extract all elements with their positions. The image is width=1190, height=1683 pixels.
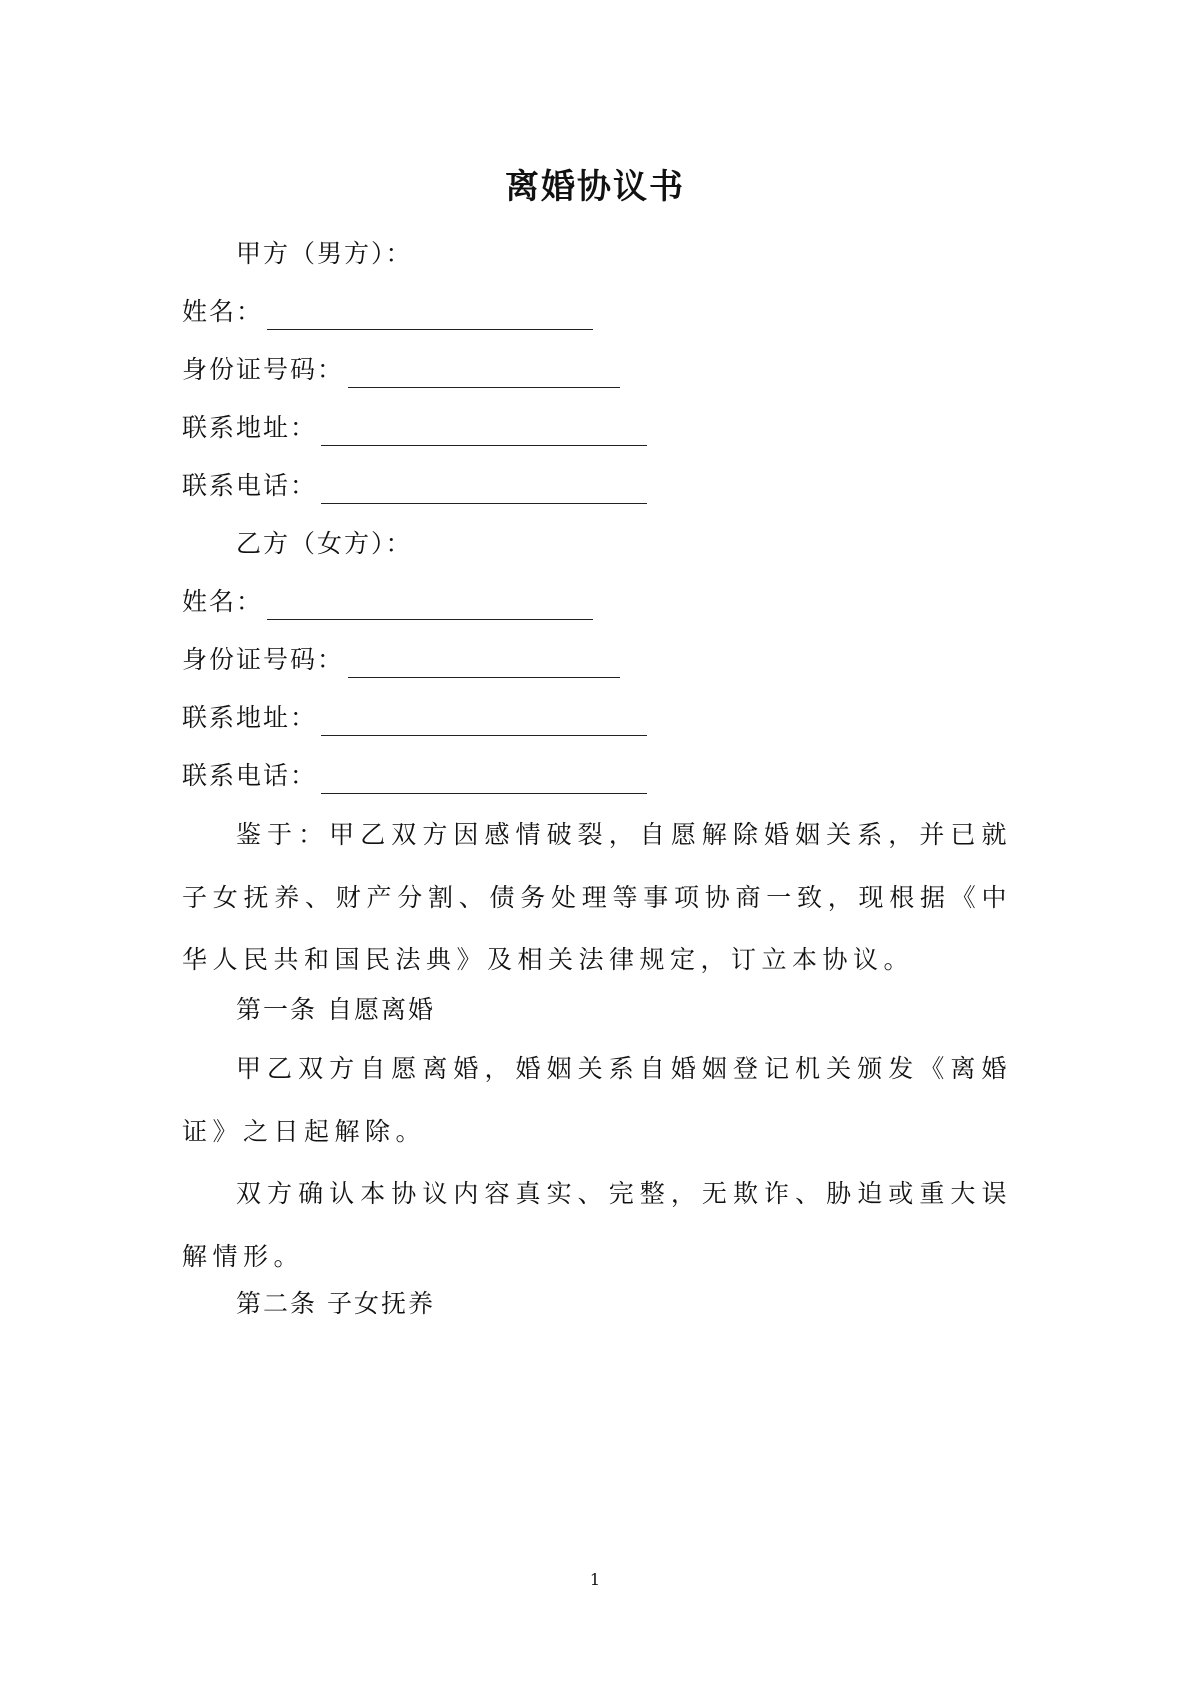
party-a-heading: 甲方（男方）： <box>236 239 413 268</box>
party-a-phone-field <box>182 468 647 504</box>
party-b-phone-label: 联系电话： <box>182 761 318 790</box>
party-b-address-blank <box>321 711 647 736</box>
party-b-id-blank <box>348 653 620 678</box>
party-a-name-label: 姓名： <box>182 297 264 326</box>
party-a-name-blank <box>267 305 593 330</box>
party-b-phone-field <box>182 758 647 794</box>
party-a-phone-blank <box>321 479 647 504</box>
page-number: 1 <box>589 1570 601 1589</box>
party-a-name-field <box>182 294 593 330</box>
party-b-name-label: 姓名： <box>182 587 264 616</box>
article-1-paragraph-1: 甲乙双方自愿离婚，婚姻关系自婚姻登记机关颁发《离婚证》之日起解除。 <box>182 1054 1012 1146</box>
article-1-heading: 第一条 自愿离婚 <box>236 995 435 1024</box>
party-b-phone-blank <box>321 769 647 794</box>
party-a-phone-label: 联系电话： <box>182 471 318 500</box>
party-a-address-field <box>182 410 647 446</box>
party-b-address-label: 联系地址： <box>182 703 318 732</box>
party-b-address-field <box>182 700 647 736</box>
party-b-heading: 乙方（女方）： <box>236 529 413 558</box>
party-a-address-blank <box>321 421 647 446</box>
article-2-heading: 第二条 子女抚养 <box>236 1289 435 1318</box>
party-b-name-field <box>182 584 593 620</box>
party-a-id-blank <box>348 363 620 388</box>
party-a-id-label: 身份证号码： <box>182 355 345 384</box>
party-b-id-field <box>182 642 620 678</box>
article-1-paragraph-2: 双方确认本协议内容真实、完整，无欺诈、胁迫或重大误解情形。 <box>182 1179 1012 1271</box>
party-a-address-label: 联系地址： <box>182 413 318 442</box>
preamble-paragraph: 鉴于：甲乙双方因感情破裂，自愿解除婚姻关系，并已就子女抚养、财产分割、债务处理等事项协商一致，现根据《中华人民共和国民法典》及相关法律规定，订立本协议。 <box>182 820 1012 974</box>
party-a-id-field <box>182 352 620 388</box>
party-b-id-label: 身份证号码： <box>182 645 345 674</box>
party-b-name-blank <box>267 595 593 620</box>
document-title: 离婚协议书 <box>505 167 685 207</box>
